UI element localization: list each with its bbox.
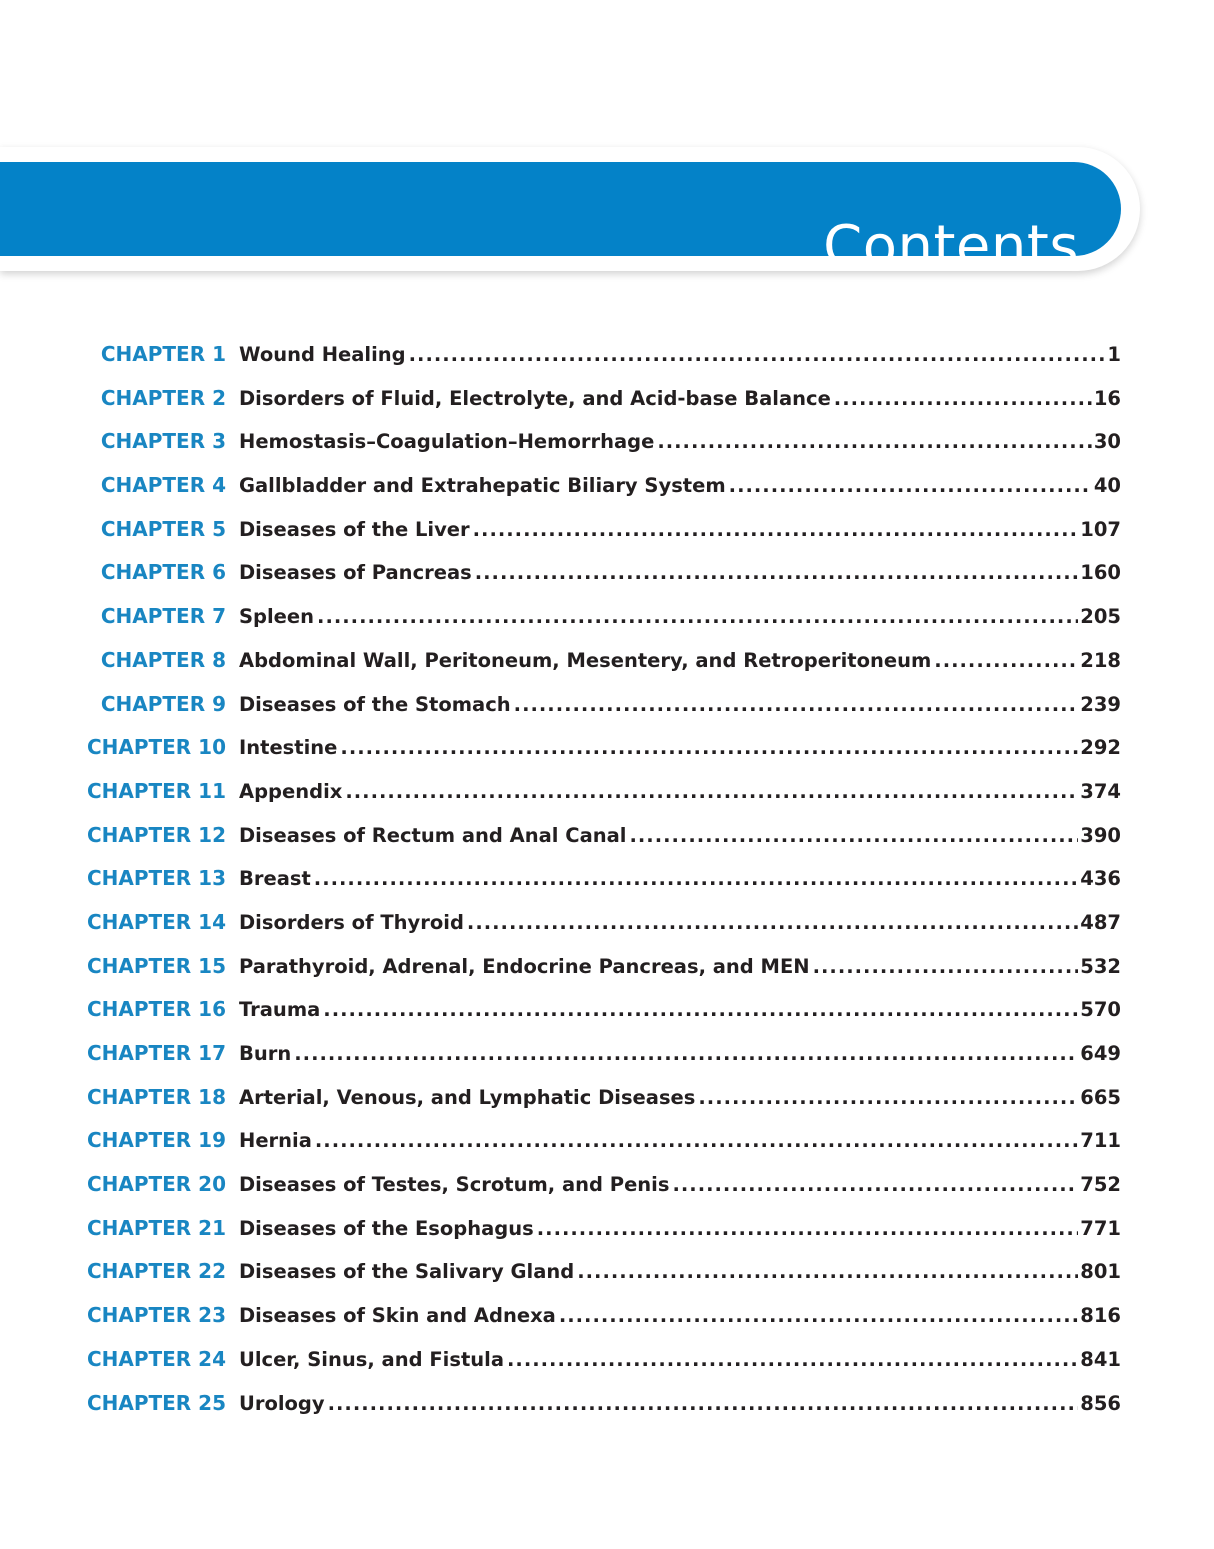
toc-entry[interactable] [0,857,1214,901]
dot-leader [409,333,1106,376]
toc-entry[interactable] [0,333,1214,377]
dot-leader [577,1250,1078,1293]
toc-entry[interactable] [0,508,1214,552]
dot-leader [473,508,1079,551]
chapter-label: CHAPTER 23 [86,1303,226,1328]
dot-leader [729,464,1092,507]
chapter-title: Diseases of the Liver [239,517,470,541]
toc-entry-line [239,1119,1121,1162]
chapter-label: CHAPTER 11 [86,778,226,803]
chapter-label: CHAPTER 10 [86,735,226,760]
page-number: 436 [1080,867,1121,891]
toc-entry[interactable] [0,1294,1214,1338]
toc-entry-line [239,464,1121,507]
dot-leader [698,1076,1078,1119]
chapter-title: Hemostasis–Coagulation–Hemorrhage [239,430,655,454]
chapter-title: Diseases of the Esophagus [239,1216,534,1240]
toc-entry[interactable] [0,945,1214,989]
page-number: 292 [1080,736,1121,760]
toc-entry-line [239,1076,1121,1119]
chapter-title: Disorders of Fluid, Electrolyte, and Acid-base Balance [239,386,831,410]
chapter-label: CHAPTER 6 [100,560,226,585]
chapter-title: Wound Healing [239,343,406,366]
chapter-title: Ulcer, Sinus, and Fistula [239,1347,504,1371]
toc-entry[interactable] [0,1032,1214,1076]
toc-entry[interactable] [0,901,1214,945]
toc-entry[interactable] [0,770,1214,814]
page-number: 711 [1080,1129,1121,1153]
page-number: 30 [1093,430,1121,454]
chapter-title: Spleen [239,605,315,629]
dot-leader [315,1119,1078,1162]
dot-leader [328,1382,1079,1425]
toc-entry[interactable] [0,464,1214,508]
dot-leader [657,420,1092,463]
page-number: 856 [1080,1391,1121,1415]
chapter-label: CHAPTER 9 [100,691,226,716]
toc-entry[interactable] [0,551,1214,595]
chapter-title: Hernia [239,1129,312,1153]
page-number: 487 [1080,910,1121,934]
toc-entry-line [239,420,1121,463]
toc-entry-line [239,945,1121,988]
chapter-label: CHAPTER 21 [86,1215,226,1240]
chapter-title: Gallbladder and Extrahepatic Biliary System [239,474,726,498]
toc-entry-line [239,1338,1121,1381]
page-number: 239 [1080,692,1121,716]
toc-entry[interactable] [0,1382,1214,1426]
chapter-title: Diseases of the Stomach [239,692,511,716]
toc-entry[interactable] [0,1338,1214,1382]
dot-leader [629,814,1078,857]
toc-entry[interactable] [0,726,1214,770]
chapter-title: Parathyroid, Adrenal, Endocrine Pancreas, and MEN [239,954,810,978]
chapter-label: CHAPTER 18 [86,1084,226,1109]
chapter-title: Diseases of Rectum and Anal Canal [239,823,627,847]
page-number: 374 [1080,779,1121,803]
toc-entry-line [239,814,1121,857]
chapter-label: CHAPTER 15 [86,953,226,978]
chapter-label: CHAPTER 1 [100,342,226,366]
dot-leader [467,901,1078,944]
page-number: 665 [1080,1085,1121,1109]
chapter-title: Diseases of Skin and Adnexa [239,1304,556,1328]
page-number: 752 [1080,1173,1121,1197]
chapter-label: CHAPTER 12 [86,822,226,847]
toc-entry[interactable] [0,1250,1214,1294]
chapter-label: CHAPTER 22 [86,1259,226,1284]
toc-entry-line [239,595,1121,638]
page-number: 771 [1080,1216,1121,1240]
dot-leader [559,1294,1078,1337]
chapter-title: Urology [239,1391,325,1415]
dot-leader [934,639,1078,682]
chapter-label: CHAPTER 20 [86,1172,226,1197]
toc-entry-line [239,683,1121,726]
toc-entry-line [239,508,1121,551]
toc-entry[interactable] [0,1163,1214,1207]
toc-entry-line [239,1382,1121,1425]
toc-entry[interactable] [0,595,1214,639]
dot-leader [813,945,1079,988]
page-number: 532 [1080,954,1121,978]
header-banner [0,162,1121,279]
toc-entry-line [239,726,1121,769]
toc-entry-line [239,551,1121,594]
toc-entry-line [239,988,1121,1031]
toc-entry[interactable] [0,1119,1214,1163]
page-number: 816 [1080,1304,1121,1328]
dot-leader [537,1207,1079,1250]
toc-entry-line [239,901,1121,944]
toc-entry[interactable] [0,988,1214,1032]
dot-leader [507,1338,1078,1381]
chapter-label: CHAPTER 16 [86,997,226,1022]
page-number: 160 [1080,561,1121,585]
chapter-label: CHAPTER 24 [86,1346,226,1371]
chapter-label: CHAPTER 17 [86,1041,226,1065]
chapter-title: Breast [239,867,311,891]
toc-entry-line [239,1032,1121,1075]
dot-leader [345,770,1078,813]
chapter-label: CHAPTER 19 [86,1128,226,1153]
chapter-label: CHAPTER 5 [100,516,226,541]
chapter-title: Trauma [239,998,321,1022]
page-title: Contents [823,213,1079,279]
chapter-label: CHAPTER 13 [86,866,226,891]
chapter-label: CHAPTER 14 [86,909,226,934]
chapter-title: Disorders of Thyroid [239,910,464,934]
page-number: 841 [1080,1347,1121,1371]
toc-entry[interactable] [0,1207,1214,1251]
chapter-title: Diseases of the Salivary Gland [239,1260,575,1284]
dot-leader [294,1032,1078,1075]
dot-leader [340,726,1078,769]
toc-entry-line [239,1207,1121,1250]
page-number: 390 [1080,823,1121,847]
dot-leader [317,595,1078,638]
toc-entry[interactable] [0,1076,1214,1120]
table-of-contents [0,333,1214,1425]
toc-entry[interactable] [0,420,1214,464]
chapter-label: CHAPTER 3 [100,429,226,454]
chapter-label: CHAPTER 25 [86,1390,226,1415]
dot-leader [514,683,1079,726]
chapter-title: Burn [239,1042,292,1065]
page-number: 16 [1093,386,1121,410]
toc-entry[interactable] [0,683,1214,727]
chapter-title: Abdominal Wall, Peritoneum, Mesentery, and Retroperitoneum [239,648,932,672]
page-number: 218 [1080,648,1121,672]
toc-entry-line [239,333,1121,376]
dot-leader [672,1163,1078,1206]
chapter-title: Intestine [239,736,338,760]
page-number: 107 [1080,517,1121,541]
page-number: 570 [1080,998,1121,1022]
toc-entry-line [239,1294,1121,1337]
toc-entry-line [239,770,1121,813]
page-number: 40 [1093,474,1121,498]
chapter-label: CHAPTER 2 [100,385,226,410]
chapter-title: Appendix [239,779,343,803]
dot-leader [475,551,1079,594]
dot-leader [834,377,1092,420]
dot-leader [323,988,1078,1031]
toc-entry[interactable] [0,639,1214,683]
toc-entry-line [239,639,1121,682]
toc-entry-line [239,857,1121,900]
chapter-label: CHAPTER 7 [100,604,226,629]
chapter-title: Arterial, Venous, and Lymphatic Diseases [239,1085,696,1109]
page-number: 801 [1080,1260,1121,1284]
toc-entry[interactable] [0,814,1214,858]
page-number: 1 [1107,343,1121,366]
toc-entry-line [239,1250,1121,1293]
page-number: 649 [1080,1042,1121,1065]
toc-entry[interactable] [0,377,1214,421]
toc-entry-line [239,1163,1121,1206]
chapter-label: CHAPTER 4 [100,473,226,498]
chapter-title: Diseases of Pancreas [239,561,472,585]
dot-leader [314,857,1078,900]
chapter-label: CHAPTER 8 [100,647,226,672]
toc-entry-line [239,377,1121,420]
page-number: 205 [1080,605,1121,629]
chapter-title: Diseases of Testes, Scrotum, and Penis [239,1173,670,1197]
